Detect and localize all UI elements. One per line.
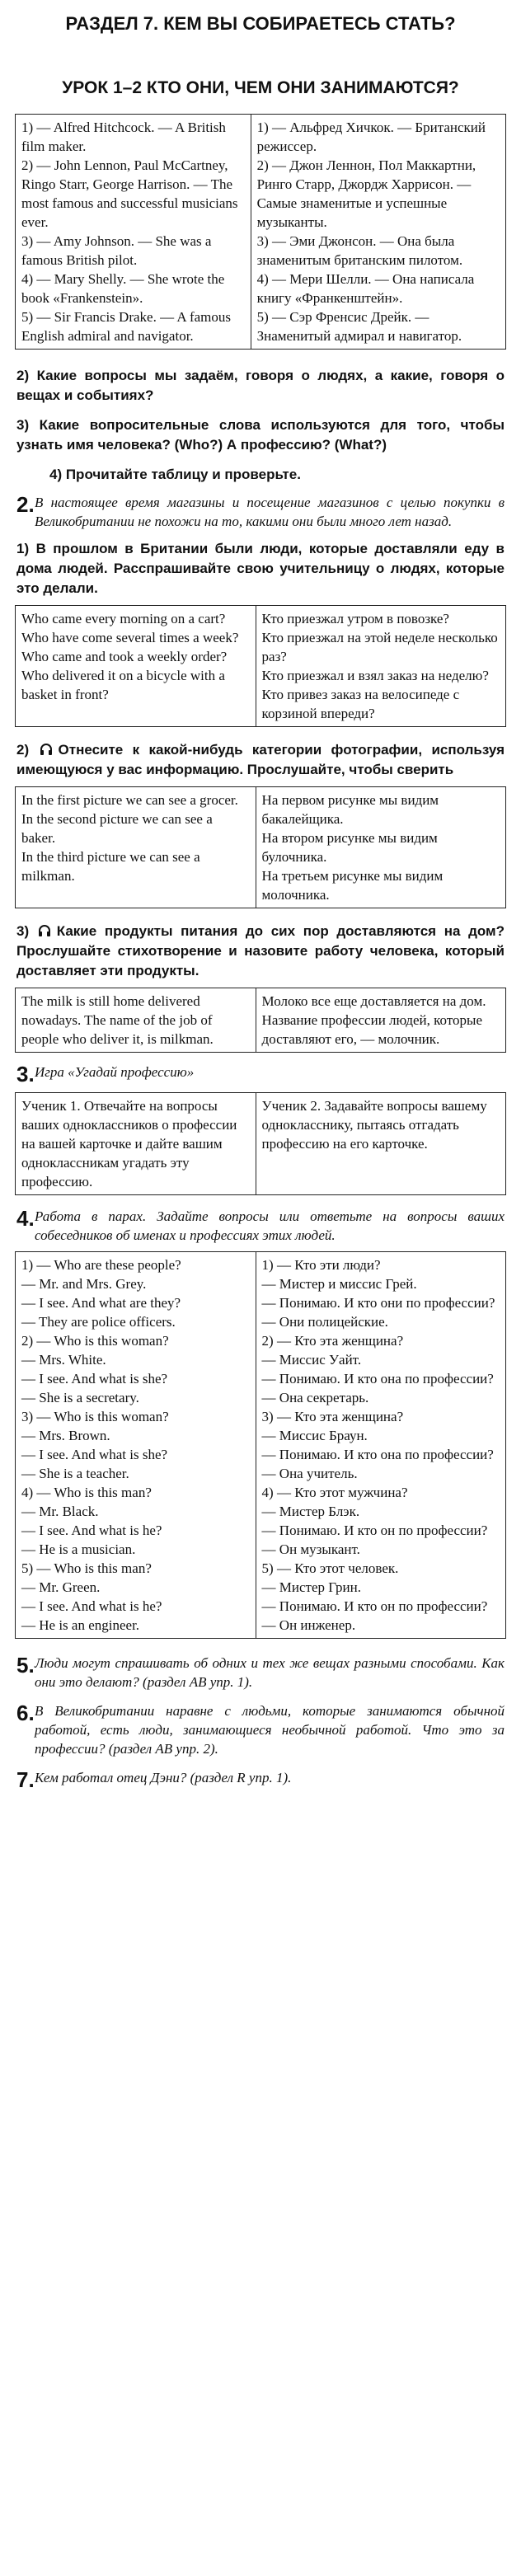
exercise-6: 6. В Великобритании наравне с людьми, которые занимаются обычной работой, есть люди, занимающиеся необычной работой. Что это за профессии? (раздел АВ упр. 2). — [16, 1701, 505, 1757]
question-4: 4) Прочитайте таблицу и проверьте. — [49, 467, 301, 482]
exercise-4: 4. Работа в парах. Задайте вопросы или ответьте на вопросы ваших собеседников об именах и профессиях этих людей. — [16, 1206, 505, 1243]
headphones-icon — [39, 742, 54, 757]
exercise-3-title: Игра «Угадай профессию» — [35, 1064, 195, 1080]
table-pictures — [15, 786, 506, 908]
exercise-2-part-3: 3) Какие продукты питания до сих пор доставляются на дом? Прослушайте стихотворение и назовите работу человека, который доставляет эти продукты. — [16, 923, 505, 978]
lesson-title: УРОК 1–2 КТО ОНИ, ЧЕМ ОНИ ЗАНИМАЮТСЯ? — [62, 78, 459, 97]
table-game — [15, 1092, 506, 1195]
table-famous-people — [15, 114, 506, 350]
exercise-4-title: Работа в парах. Задайте вопросы или ответьте на вопросы ваших собеседников об именах и профессиях этих людей. — [35, 1208, 505, 1243]
exercise-3: 3. Игра «Угадай профессию» — [16, 1062, 195, 1086]
exercise-intro: В настоящее время магазины и посещение магазинов с целью покупки в Великобритании не похожи на то, какими они были много лет назад. — [35, 495, 505, 529]
question-3: 3) Какие вопросительные слова используются для того, чтобы узнать имя человека? (Who?) А профессию? (What?) — [16, 417, 505, 453]
table-delivery-questions — [15, 605, 506, 727]
table3-right: На первом рисунке мы видим бакалейщика. На втором рисунке мы видим булочника. На третьем рисунке мы видим молочника. — [256, 787, 505, 908]
table5-left: Ученик 1. Отвечайте на вопросы ваших одноклассников о профессии на вашей карточке и дайте вашим одноклассникам угадать эту профессию. — [16, 1093, 256, 1195]
section-title: РАЗДЕЛ 7. КЕМ ВЫ СОБИРАЕТЕСЬ СТАТЬ? — [65, 13, 456, 34]
exercise-2-part-1: 1) В прошлом в Британии были люди, которые доставляли еду в дома людей. Расспрашивайте свою учительницу о людях, которые это делали. — [16, 541, 505, 596]
table2-left: Who came every morning on a cart? Who have come several times a week? Who came and took a weekly order? Who delivered it on a bicycle with a basket in front? — [16, 606, 256, 727]
exercise-5: 5. Люди могут спрашивать об одних и тех же вещах разными способами. Как они это делают? (раздел АВ упр. 1). — [16, 1653, 505, 1690]
table1-left: 1) — Alfred Hitchcock. — A British film maker. 2) — John Lennon, Paul McCartney, Ringo Starr, George Harrison. — The most famous and successful musicians ever. 3) — Amy Johnson. — She was a famous British pilot. 4) — Mary Shelly. — She wrote the book «Frankenstein». 5) — Sir Francis Drake. — A famous English admiral and navigator. — [16, 115, 251, 350]
table5-right: Ученик 2. Задавайте вопросы вашему однокласснику, пытаясь отгадать профессию на его карточке. — [256, 1093, 505, 1195]
table1-right: 1) — Альфред Хичкок. — Британский режиссер. 2) — Джон Леннон, Пол Маккартни, Ринго Старр, Джордж Харрисон. — Самые знаменитые и успешные музыканты. 3) — Эми Джонсон. — Она была знаменитым британским пилотом. 4) — Мери Шелли. — Она написала книгу «Франкенштейн». 5) — Сэр Френсис Дрейк. — Знаменитый адмирал и навигатор. — [251, 115, 505, 350]
headphones-icon — [37, 923, 52, 938]
table3-left: In the first picture we can see a grocer. In the second picture we can see a baker. In the third picture we can see a milkman. — [16, 787, 256, 908]
table4-left: The milk is still home delivered nowadays. The name of the job of people who deliver it, is milkman. — [16, 988, 256, 1053]
exercise-2 — [16, 493, 505, 531]
exercise-number: 2. — [16, 492, 35, 517]
table-dialogues — [15, 1251, 506, 1639]
question-2: 2) Какие вопросы мы задаём, говоря о людях, а какие, говоря о вещах и событиях? — [16, 368, 505, 403]
table4-right: Молоко все еще доставляется на дом. Название профессии людей, которые доставляют его, — молочник. — [256, 988, 505, 1053]
table6-right: 1) — Кто эти люди? — Мистер и миссис Грей. — Понимаю. И кто они по профессии? — Они полицейские. 2) — Кто эта женщина? — Миссис Уайт. — Понимаю. И кто она по профессии? — Она секретарь. 3) — Кто эта женщина? — Миссис Браун. — Понимаю. И кто она по профессии? — Она учитель. 4) — Кто этот мужчина? — Мистер Блэк. — Понимаю. И кто он по профессии? — Он музыкант. 5) — Кто этот человек. — Мистер Грин. — Понимаю. И кто он по профессии? — Он инженер. — [256, 1252, 505, 1639]
table6-left: 1) — Who are these people? — Mr. and Mrs. Grey. — I see. And what are they? — They are police officers. 2) — Who is this woman? — Mrs. White. — I see. And what is she? — She is a secretary. 3) — Who is this woman? — Mrs. Brown. — I see. And what is she? — She is a teacher. 4) — Who is this man? — Mr. Black. — I see. And what is he? — He is a musician. 5) — Who is this man? — Mr. Green. — I see. And what is he? — He is an engineer. — [16, 1252, 256, 1639]
exercise-7: 7. Кем работал отец Дэни? (раздел R упр. 1). — [16, 1767, 292, 1792]
table-milkman — [15, 988, 506, 1053]
table2-right: Кто приезжал утром в повозке? Кто приезжал на этой неделе несколько раз? Кто приезжал и взял заказ на неделю? Кто привез заказ на велосипеде с корзиной впереди? — [256, 606, 505, 727]
exercise-2-part-2: 2) Отнесите к какой-нибудь категории фотографии, используя имеющуюся у вас информацию. Прослушайте, чтобы сверить — [16, 742, 505, 777]
